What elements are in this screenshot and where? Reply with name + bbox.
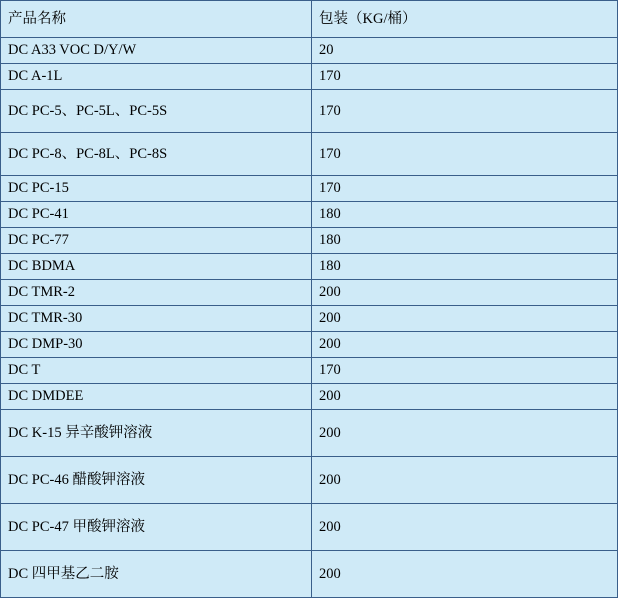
- table-row: [1, 457, 618, 504]
- cell-packaging: 200: [312, 384, 618, 410]
- table-body: [1, 38, 618, 598]
- cell-packaging: 200: [312, 280, 618, 306]
- table-header-row: [1, 1, 618, 38]
- table-row: [1, 306, 618, 332]
- cell-product-name: DC PC-77: [1, 228, 312, 254]
- cell-product-name: DC DMP-30: [1, 332, 312, 358]
- cell-product-name: DC PC-15: [1, 176, 312, 202]
- cell-product-name: DC 四甲基乙二胺: [1, 551, 312, 598]
- table-row: [1, 384, 618, 410]
- cell-packaging: 200: [312, 504, 618, 551]
- cell-packaging: 170: [312, 64, 618, 90]
- cell-product-name: DC K-15 异辛酸钾溶液: [1, 410, 312, 457]
- cell-product-name: DC BDMA: [1, 254, 312, 280]
- table-row: [1, 202, 618, 228]
- table-row: [1, 358, 618, 384]
- table-row: [1, 38, 618, 64]
- cell-packaging: 200: [312, 457, 618, 504]
- cell-packaging: 180: [312, 228, 618, 254]
- table-row: [1, 332, 618, 358]
- cell-packaging: 20: [312, 38, 618, 64]
- cell-packaging: 200: [312, 410, 618, 457]
- cell-packaging: 180: [312, 254, 618, 280]
- cell-product-name: DC PC-41: [1, 202, 312, 228]
- table-row: [1, 133, 618, 176]
- cell-product-name: DC T: [1, 358, 312, 384]
- cell-packaging: 170: [312, 176, 618, 202]
- cell-packaging: 170: [312, 358, 618, 384]
- cell-product-name: DC PC-8、PC-8L、PC-8S: [1, 133, 312, 176]
- cell-packaging: 200: [312, 306, 618, 332]
- column-header-packaging: 包装（KG/桶）: [312, 1, 618, 38]
- cell-product-name: DC PC-5、PC-5L、PC-5S: [1, 90, 312, 133]
- cell-packaging: 170: [312, 90, 618, 133]
- table-row: [1, 410, 618, 457]
- cell-product-name: DC DMDEE: [1, 384, 312, 410]
- table-row: [1, 176, 618, 202]
- table-row: [1, 64, 618, 90]
- table-row: [1, 228, 618, 254]
- cell-packaging: 180: [312, 202, 618, 228]
- cell-product-name: DC TMR-2: [1, 280, 312, 306]
- cell-packaging: 170: [312, 133, 618, 176]
- column-header-product-name: 产品名称: [1, 1, 312, 38]
- cell-product-name: DC PC-47 甲酸钾溶液: [1, 504, 312, 551]
- table-header: [1, 1, 618, 38]
- cell-packaging: 200: [312, 332, 618, 358]
- cell-product-name: DC TMR-30: [1, 306, 312, 332]
- table-row: [1, 551, 618, 598]
- table-row: [1, 280, 618, 306]
- cell-product-name: DC A-1L: [1, 64, 312, 90]
- table-row: [1, 254, 618, 280]
- table-row: [1, 504, 618, 551]
- cell-product-name: DC PC-46 醋酸钾溶液: [1, 457, 312, 504]
- cell-product-name: DC A33 VOC D/Y/W: [1, 38, 312, 64]
- cell-packaging: 200: [312, 551, 618, 598]
- table-row: [1, 90, 618, 133]
